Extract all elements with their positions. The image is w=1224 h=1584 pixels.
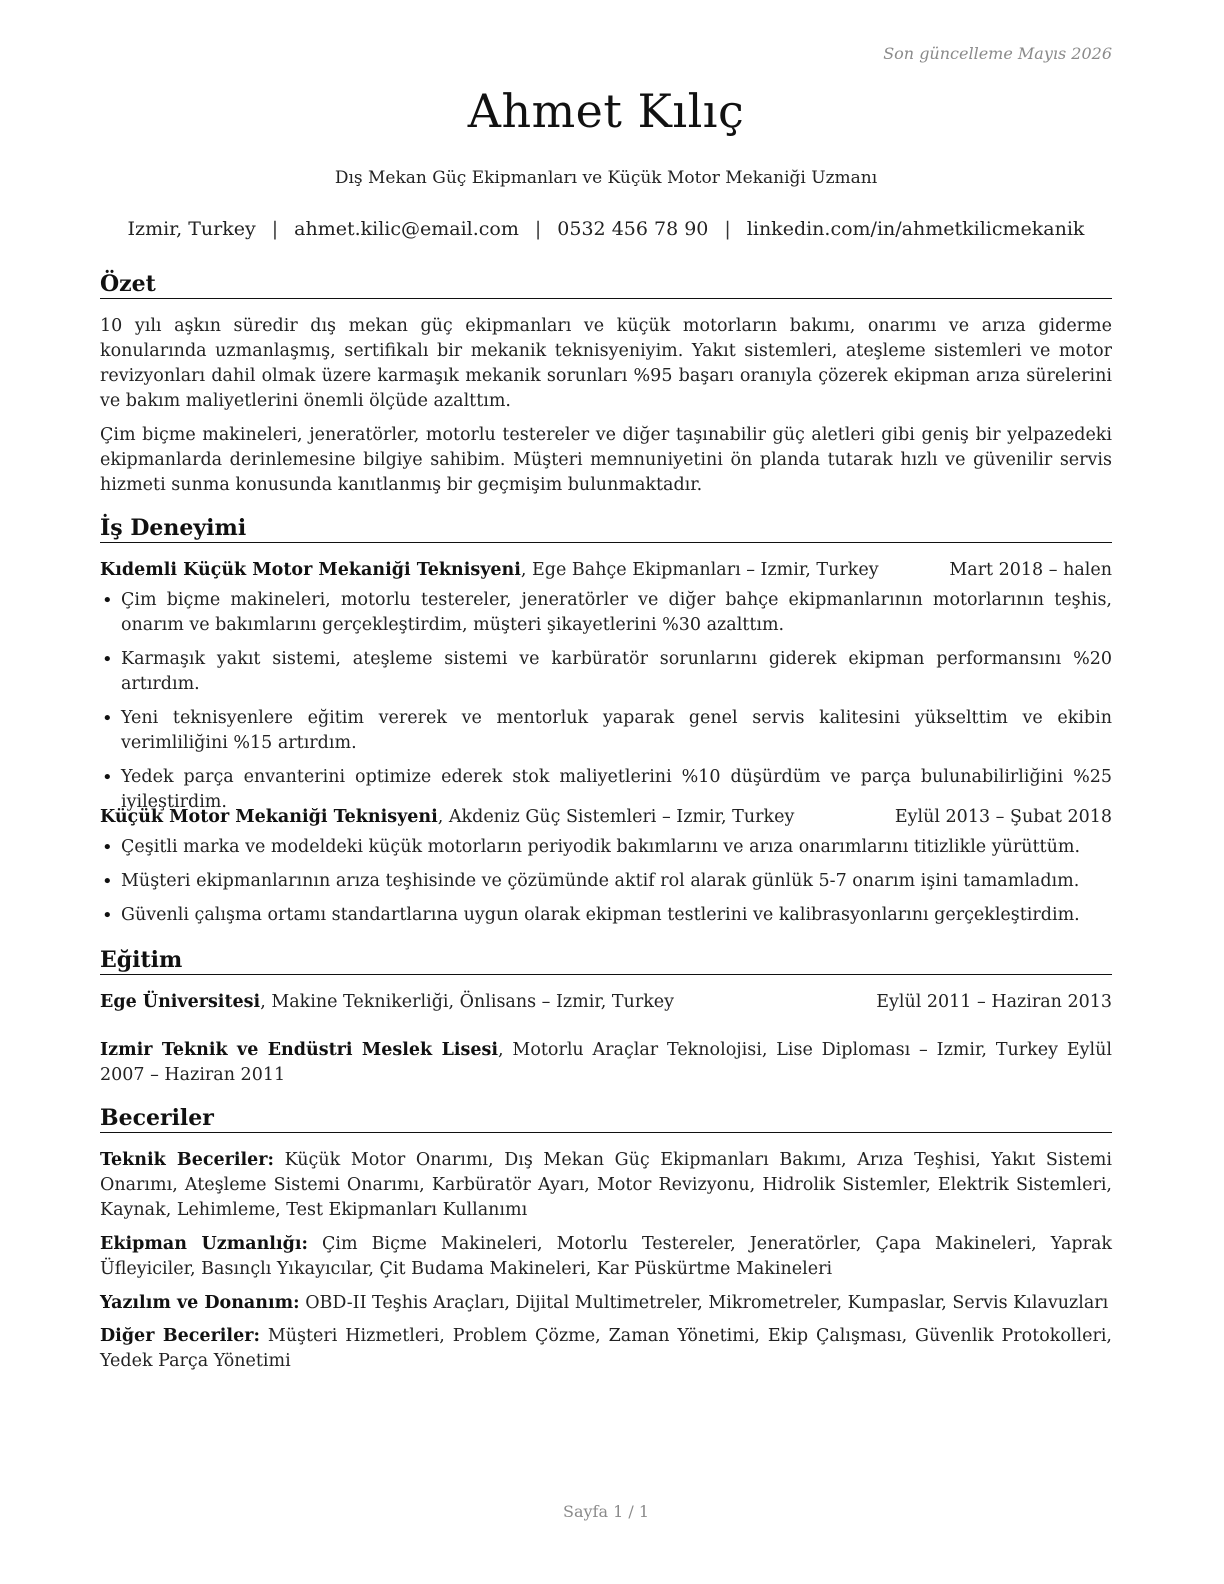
skill-text: Küçük Motor Onarımı, Dış Mekan Güç Ekipmanları Bakımı, Arıza Teşhisi, Yakıt Sistemi Onarımı, Ateşleme Sistemi Onarımı, Karbüratör Ayarı, Motor Revizyonu, Hidrolik Sistemler, Elektrik Sistemleri, Kaynak, Lehimleme, Test Ekipmanları Kullanımı (100, 1150, 1112, 1220)
section-title-skills: Beceriler (100, 1104, 1112, 1133)
contact-location: Izmir, Turkey (127, 218, 256, 240)
section-title-summary: Özet (100, 270, 1112, 299)
contact-line (100, 218, 1112, 240)
skill-label: Yazılım ve Donanım: (100, 1293, 300, 1313)
education-line (100, 990, 674, 1015)
school-name: Izmir Teknik ve Endüstri Meslek Lisesi (100, 1040, 499, 1060)
skill-row (100, 1324, 1112, 1374)
headline: Dış Mekan Güç Ekipmanları ve Küçük Motor Mekaniği Uzmanı (334, 168, 878, 188)
skill-row (100, 1291, 1112, 1316)
education-dates: Eylül 2007 – Haziran 2011 (100, 1040, 1112, 1085)
job-bullets (100, 588, 1112, 824)
list-item: • Güvenli çalışma ortamı standartlarına uygun olarak ekipman testlerini ve kalibrasyonlarını gerçekleştirdim. (100, 903, 1112, 928)
school-name: Ege Üniversitesi (100, 992, 261, 1012)
list-item: • Müşteri ekipmanlarının arıza teşhisinde ve çözümünde aktif rol alarak günlük 5-7 onarım işini tamamladım. (100, 869, 1112, 894)
section-title-education: Eğitim (100, 946, 1112, 975)
contact-separator: | (534, 218, 542, 240)
skill-label: Teknik Beceriler: (100, 1150, 274, 1170)
job-role: Küçük Motor Mekaniği Teknisyeni (100, 807, 438, 827)
job-company: , Ege Bahçe Ekipmanları – Izmir, Turkey (520, 560, 879, 580)
skill-text: OBD-II Teşhis Araçları, Dijital Multimetreler, Mikrometreler, Kumpaslar, Servis Kılavuzları (299, 1293, 1109, 1313)
summary-paragraph: Çim biçme makineleri, jeneratörler, motorlu testereler ve diğer taşınabilir güç aletleri gibi geniş bir yelpazedeki ekipmanlarda derinlemesine bilgiye sahibim. Müşteri memnuniyetini ön planda tutarak hızlı ve güvenilir servis hizmeti sunma konusunda kanıtlanmış bir geçmişim bulunmaktadır. (100, 425, 1112, 495)
contact-separator: | (724, 218, 731, 240)
contact-phone: 0532 456 78 90 (557, 218, 709, 240)
job-title-line (100, 805, 794, 830)
job-dates: Mart 2018 – halen (949, 560, 1112, 580)
skill-text: Müşteri Hizmetleri, Problem Çözme, Zaman Yönetimi, Ekip Çalışması, Güvenlik Protokolleri, Yedek Parça Yönetimi (100, 1326, 1112, 1371)
last-updated: Son güncelleme Mayıs 2026 (883, 44, 1112, 63)
resume-page (100, 0, 1112, 1584)
list-item: • Çim biçme makineleri, motorlu testereler, jeneratörler ve diğer bahçe ekipmanlarının motorlarının teşhis, onarım ve bakımlarını gerçekleştirdim, müşteri şikayetlerini %30 azalttım. (100, 588, 1112, 638)
section-title-experience: İş Deneyimi (100, 514, 1112, 543)
job-header (100, 805, 1112, 830)
education-dates: Eylül 2011 – Haziran 2013 (876, 992, 1112, 1012)
job-company: , Akdeniz Güç Sistemleri – Izmir, Turkey (437, 807, 795, 827)
list-item: • Yeni teknisyenlere eğitim vererek ve mentorluk yaparak genel servis kalitesini yükselttim ve ekibin verimliliğini %15 artırdım. (100, 706, 1112, 756)
skill-label: Ekipman Uzmanlığı: (100, 1234, 308, 1254)
skill-text: Çim Biçme Makineleri, Motorlu Testereler, Jeneratörler, Çapa Makineleri, Yaprak Üfleyiciler, Basınçlı Yıkayıcılar, Çit Budama Makineleri, Kar Püskürtme Makineleri (100, 1234, 1112, 1279)
contact-email[interactable]: ahmet.kilic@email.com (294, 218, 519, 240)
list-item: • Yedek parça envanterini optimize ederek stok maliyetlerini %10 düşürdüm ve parça bulunabilirliğini %25 iyileştirdim. (100, 765, 1112, 815)
list-item: • Karmaşık yakıt sistemi, ateşleme sistemi ve karbüratör sorunlarını giderek ekipman performansını %20 artırdım. (100, 647, 1112, 697)
person-name: Ahmet Kılıç (467, 84, 745, 138)
list-item: • Çeşitli marka ve modeldeki küçük motorların periyodik bakımlarını ve arıza onarımlarını titizlikle yürüttüm. (100, 835, 1112, 860)
education-detail: , Motorlu Araçlar Teknolojisi, Lise Diploması – Izmir, Turkey (498, 1040, 1058, 1060)
summary-paragraph: 10 yılı aşkın süredir dış mekan güç ekipmanları ve küçük motorların bakımı, onarımı ve arıza giderme konularında uzmanlaşmış, sertifikalı bir mekanik teknisyeniyim. Yakıt sistemleri, ateşleme sistemleri ve motor revizyonları dahil olmak üzere karmaşık mekanik sorunları %95 başarı oranıyla çözerek ekipman arıza sürelerini ve bakım maliyetlerini önemli ölçüde azalttım. (100, 316, 1112, 411)
education-item (100, 990, 1112, 1015)
education-item (100, 1038, 1112, 1088)
job-title-line (100, 558, 879, 583)
job-role: Kıdemli Küçük Motor Mekaniği Teknisyeni (100, 560, 521, 580)
skill-row (100, 1232, 1112, 1282)
skill-row (100, 1148, 1112, 1223)
job-bullets (100, 835, 1112, 937)
contact-linkedin[interactable]: linkedin.com/in/ahmetkilicmekanik (746, 218, 1085, 240)
skill-label: Diğer Beceriler: (100, 1326, 260, 1346)
job-header (100, 558, 1112, 583)
job-dates: Eylül 2013 – Şubat 2018 (894, 807, 1112, 827)
page-number: Sayfa 1 / 1 (562, 1502, 649, 1521)
education-detail: , Makine Teknikerliği, Önlisans – Izmir, Turkey (260, 992, 675, 1012)
contact-separator: | (271, 218, 279, 240)
